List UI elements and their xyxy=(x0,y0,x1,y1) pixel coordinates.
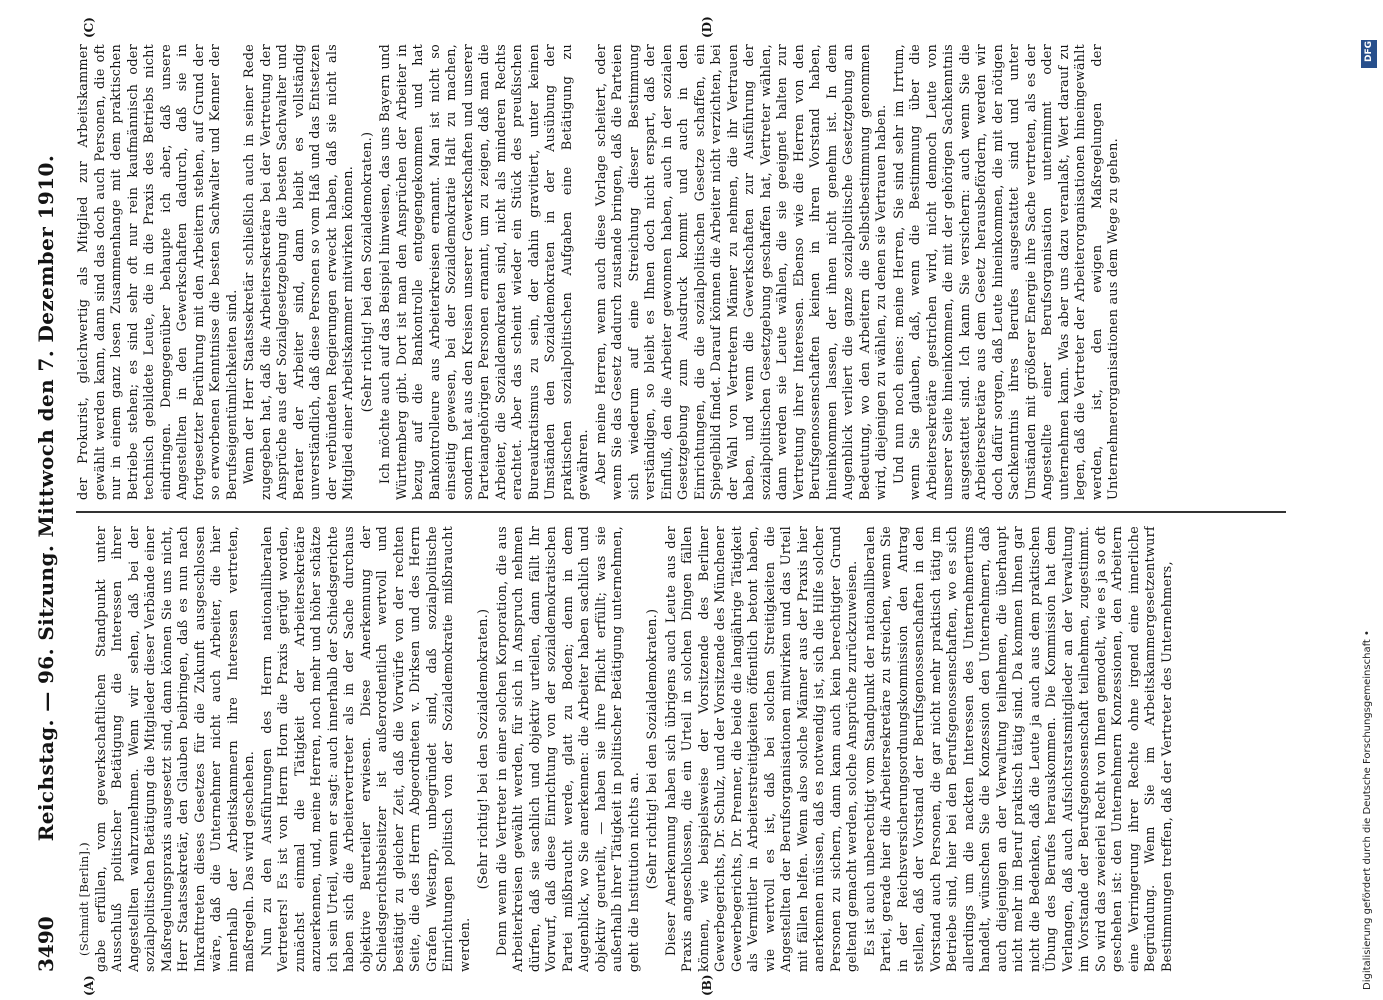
marginal-d: (D) xyxy=(700,16,714,38)
text-column-right xyxy=(76,44,1286,500)
paragraph: Wenn der Herr Staatssekretär schließlich auch in seiner Rede zugegeben hat, daß die Arbeitersekretäre bei der Vertretung der Ansprüche aus der Sozialgesetzgebung die besten Sachwalter und Berater der Arbeiter sind, dann bleibt es vollständig unverständlich, daß diese Personen so vom Haß und das Entsetzen der verbündeten Regierungen erweckt haben, daß sie nicht als Mitglied einer Arbeitskammer mitwirken können. xyxy=(242,44,356,500)
digitization-credit: Digitalisierung gefördert durch die Deutsche Forschungsgemeinschaft • xyxy=(1362,630,1373,990)
interjection: (Sehr richtig! bei den Sozialdemokraten.) xyxy=(476,608,491,890)
page-title: Reichstag. — 96. Sitzung. Mittwoch den 7. Dezember 1910. xyxy=(34,154,58,842)
paragraph: Dieser Anerkennung haben sich übrigens auch Leute aus der Praxis angeschlossen, die ein Urteil in solchen Dingen fällen können, wie beispielsweise der Vorsitzende des Berliner Gewerbegerichts, Dr. Schulz, und der Vorsitzende des Münchener Gewerbegerichts, Dr. Prenner, die beide die langjährige Tätigkeit als Vermittler in Arbeiterstreitigkeiten öffentlich betont haben, wie wertvoll es ist, daß bei solchen Streitigkeiten die Angestellten der Berufsorganisationen mitwirken und das Urteil mit fällen helfen. Wenn also solche Männer aus der Praxis hier anerkennen müssen, daß es notwendig ist, sich die Hilfe solcher Personen zu sichern, dann kann auch kein berechtigter Grund geltend gemacht werden, solche Ansprüche zurückzuweisen. xyxy=(663,526,860,972)
paragraph: Es ist auch unberechtigt vom Standpunkt der nationalliberalen Partei, gerade hier die Arbeitersekretäre zu streichen, wenn Sie in der Reichsversicherungsordnungskommission den Antrag stellen, daß der Vorstand der Berufsgenossenschaften in den Vorstand auch Personen, die gar nicht mehr praktisch tätig im Betriebe sind, hier bei den Berufsgenossenschaften, wo es sich allerdings um die nackten Interessen des Unternehmertums handelt, wünschen Sie die Konzession den Unternehmern, daß auch diejenigen an der Verwaltung teilnehmen, die überhaupt nicht mehr im Beruf praktisch tätig sind. Da kommen Ihnen gar nicht die Bedenken, daß die Leute ja auch aus dem praktischen Übung des Berufes herauskommen. Die Kommission hat dem Verlangen, daß auch Aufsichtsratsmitglieder an der Verwaltung im Vorstande der Berufsgenossenschaft teilnehmen, zugestimmt. So wird das zweierlei Recht von Ihnen gemodelt, wie es ja so oft geschehen ist: den Unternehmern Konzessionen, den Arbeitern eine Verringerung ihrer Rechte ohne irgend eine innerliche Begründung. Wenn Sie im Arbeitskammergesetzentwurf Bestimmungen treffen, daß der Vertreter des Unternehmers, xyxy=(862,526,1175,972)
page-header xyxy=(30,24,70,972)
paragraph: Aber meine Herren, wenn auch diese Vorlage scheitert, oder wenn Sie das Gesetz dadurch zustande bringen, daß die Parteien sich wiederum auf eine Streichung dieser Bestimmung verständigen, so bleibt es Ihnen doch nicht erspart, daß der Einfluß, den die Arbeiter gewonnen haben, auch in der sozialen Gesetzgebung zum Ausdruck kommt und auch in den Einrichtungen, die die sozialpolitischen Gesetze schaffen, ein Spiegelbild findet. Darauf können die Arbeiter nicht verzichten, bei der Wahl von Vertretern Männer zu nehmen, die ihr Vertrauen haben, und wenn die Gewerkschaften zur Ausführung der sozialpolitischen Gesetzgebung geschaffen hat, Vertreter wählen, dann werden sie Leute wählen, die sie geeignet halten zur Vertretung ihrer Interessen. Ebenso wie die Herren von den Berufsgenossenschaften keinen in ihren Vorstand haben, hineinkommen lassen, der ihnen nicht genehm ist. In dem Augenblick verliert die ganze sozialpolitische Gesetzgebung an Bedeutung, wo den Arbeitern die Selbstbestimmung genommen wird, diejenigen zu wählen, zu denen sie Vertrauen haben. xyxy=(593,44,889,500)
paragraph: gabe erfüllen, vom gewerkschaftlichen Standpunkt unter Ausschluß politischer Betätigung die Interessen ihrer Angestellten wahrzunehmen. Wenn wir sehen, daß bei der sozialpolitischen Betätigung die Mitglieder dieser Verbände einer Maßregelungspraxis ausgesetzt sind, dann können Sie uns nicht, Herr Staatssekretär, den Glauben beibringen, daß es nun nach Inkrafttreten dieses Gesetzes für die Zukunft ausgeschlossen wäre, daß die Unternehmer nicht auch Arbeiter, die hier innerhalb der Arbeitskammern ihre Interessen vertreten, maßregeln. Das wird geschehen. xyxy=(93,526,257,972)
paragraph: der Prokurist, gleichwertig als Mitglied zur Arbeitskammer gewählt werden kann, dann sind das doch auch Personen, die oft nur in einem ganz losen Zusammenhange mit dem praktischen Betriebe stehen; es sind sehr oft nur rein kaufmännisch oder technisch gebildete Leute, die in die Praxis des Betriebs nicht eindringen. Demgegenüber behaupte ich aber, daß unsere Angestellten in den Gewerkschaften dadurch, daß sie in fortgesetzter Berührung mit den Arbeitern stehen, auf Grund der so erworbenen Kenntnisse die besten Sachwalter und Kenner der Berufseigentümlichkeiten sind. xyxy=(76,44,240,500)
page-number: 3490 xyxy=(34,916,58,972)
dfg-logo xyxy=(1361,40,1377,68)
paragraph: Denn wenn die Vertreter in einer solchen Korporation, die aus Arbeiterkreisen gewählt werden, für sich in Anspruch nehmen dürfen, daß sie sachlich und objektiv urteilen, dann fällt Ihr Vorwurf, daß diese Einrichtung von der sozialdemokratischen Partei mißbraucht werde, glatt zu Boden; denn in dem Augenblick, wo Sie anerkennen: die Arbeiter haben sachlich und objektiv geurteilt, — haben sie ihre Pflicht erfüllt; was sie außerhalb ihrer Tätigkeit in politischer Betätigung unternehmen, geht die Institution nichts an. xyxy=(494,526,642,972)
marginal-a: (A) xyxy=(82,975,96,996)
marginal-c: (C) xyxy=(82,17,96,38)
speaker-note: (Schmidt [Berlin].) xyxy=(77,842,91,956)
paragraph: Ich möchte auch auf das Beispiel hinweisen, das uns Bayern und Württemberg gibt. Dort ist man den Ansprüchen der Arbeiter in bezug auf die Bankontrolle entgegengekommen und hat Bankontrolleure aus Arbeiterkreisen ernannt. Man ist nicht so einseitig gewesen, bei der Sozialdemokratie Halt zu machen, sondern hat aus den Kreisen unserer Gewerkschaften und unserer Parteiangehörigen Personen ernannt, um zu zeigen, daß man die Arbeiter, die Sozialdemokraten sind, nicht als minderen Rechts erachtet. Aber das scheint wieder ein Stück des preußischen Bureaukratismus zu sein, der dahin gravitiert, unter keinen Umständen den Sozialdemokraten in der Ausübung der praktischen sozialpolitischen Aufgaben eine Betätigung zu gewähren. xyxy=(378,44,591,500)
column-divider xyxy=(76,511,1286,513)
text-column-left xyxy=(76,526,1286,972)
interjection: (Sehr richtig! bei den Sozialdemokraten.) xyxy=(645,608,660,890)
paragraph: Und nun noch eines: meine Herren, Sie sind sehr im Irrtum, wenn Sie glauben, daß, wenn die Bestimmung über die Arbeitersekretäre gestrichen wird, nicht dennoch Leute von unserer Seite hineinkommen, die mit der gehörigen Sachkenntnis ausgestattet sind. Ich kann Sie versichern: auch wenn Sie die Arbeitersekretäre aus dem Gesetz herausbefördern, werden wir doch dafür sorgen, daß Leute hineinkommen, die mit der nötigen Sachkenntnis ihres Berufes ausgestattet sind und unter Umständen mit größerer Energie ihre Sache vertreten, als es der Angestellte einer Berufsorganisation unternimmt oder unternehmen kann. Was aber uns dazu veranlaßt, Wert darauf zu legen, daß die Vertreter der Arbeiterorganisationen hineingewählt werden, ist, den ewigen Maßregelungen der Unternehmerorganisationen aus dem Wege zu gehen. xyxy=(891,44,1121,500)
dfg-logo-text: DFG xyxy=(1364,40,1374,62)
interjection: (Sehr richtig! bei den Sozialdemokraten.) xyxy=(359,131,375,413)
paragraph: Nun zu den Ausführungen des Herrn nationalliberalen Vertreters! Es ist von Herrn Horn die Praxis gerügt worden, zunächst einmal die Tätigkeit der Arbeitersekretäre anzuerkennen, und, meine Herren, noch mehr und höher schätze ich sein Urteil, wenn er sagt: auch innerhalb der Schiedsgerichte haben sich die Arbeitervertreter als in der Sache durchaus objektive Beurteiler erwiesen. Diese Anerkennung der Schiedsgerichtsbeisitzer ist außerordentlich wertvoll und bestätigt zu gleicher Zeit, daß die Vorwürfe von der rechten Seite, die des Herrn Abgeordneten v. Dirksen und des Herrn Grafen Westarp, unbegründet sind, daß sozialpolitische Einrichtungen politisch von der Sozialdemokratie mißbraucht werden. xyxy=(259,526,473,972)
marginal-b: (B) xyxy=(700,974,714,996)
